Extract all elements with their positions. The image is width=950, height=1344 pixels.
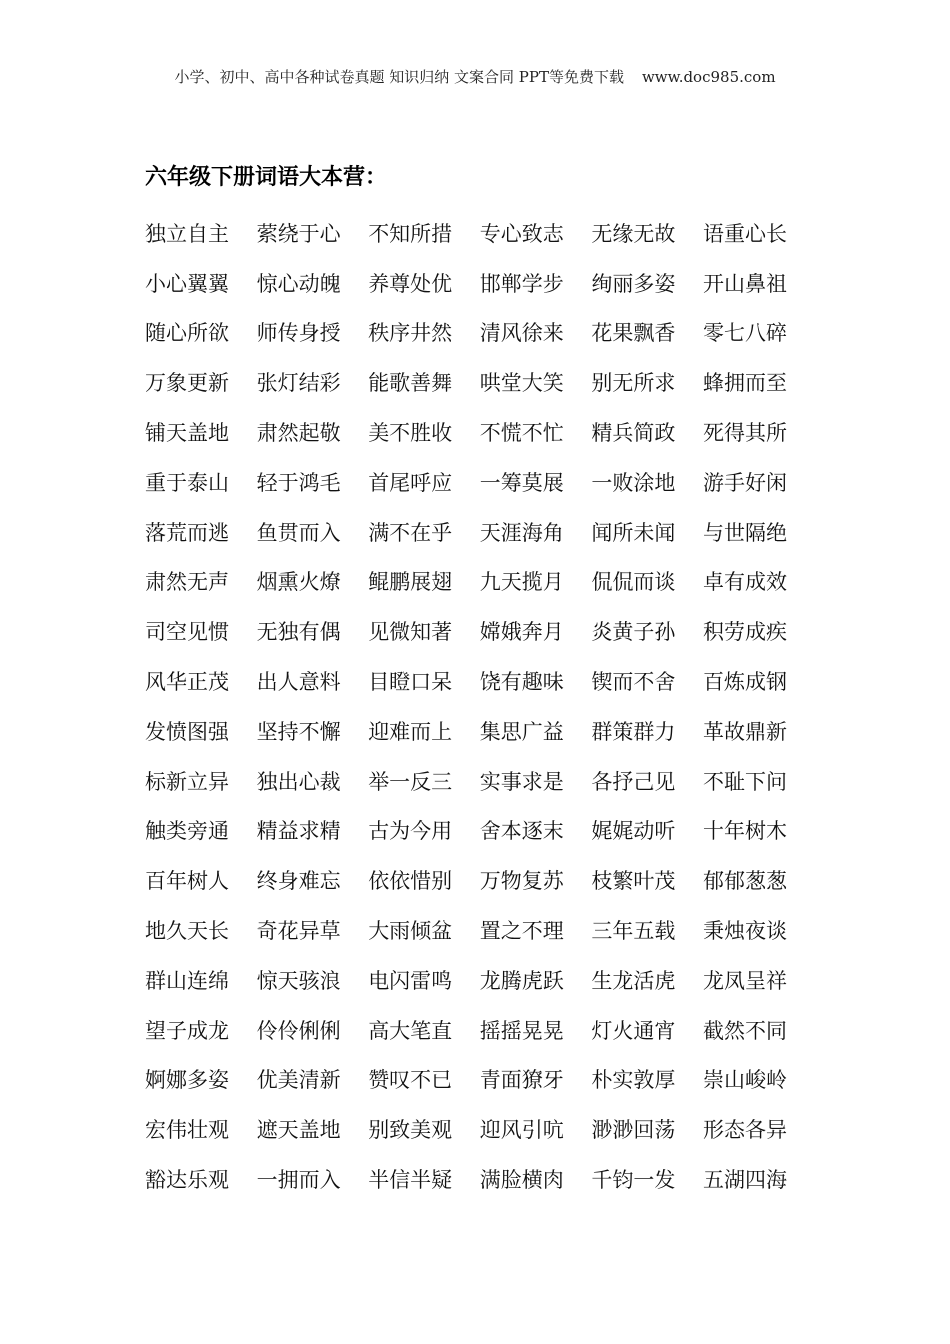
word-item: 天涯海角	[479, 520, 564, 545]
word-item: 优美清新	[256, 1068, 341, 1093]
word-item: 饶有趣味	[479, 670, 564, 695]
word-item: 青面獠牙	[479, 1068, 564, 1093]
word-item: 形态各异	[702, 1118, 787, 1143]
word-item: 秉烛夜谈	[702, 919, 787, 944]
word-item: 美不胜收	[368, 421, 453, 446]
word-item: 侃侃而谈	[591, 570, 676, 595]
word-item: 张灯结彩	[256, 371, 341, 396]
word-item: 哄堂大笑	[479, 371, 564, 396]
word-item: 嫦娥奔月	[479, 620, 564, 645]
word-item: 十年树木	[702, 819, 787, 844]
word-item: 肃然起敬	[256, 421, 341, 446]
word-item: 置之不理	[479, 919, 564, 944]
word-item: 坚持不懈	[256, 719, 341, 744]
word-item: 朴实敦厚	[591, 1068, 676, 1093]
word-item: 风华正茂	[145, 670, 229, 695]
word-item: 精益求精	[256, 819, 341, 844]
word-grid	[145, 208, 815, 1204]
page-title: 六年级下册词语大本营：	[145, 164, 388, 190]
word-item: 一败涂地	[591, 470, 676, 495]
word-item: 出人意料	[256, 670, 341, 695]
word-item: 宏伟壮观	[145, 1118, 229, 1143]
word-item: 伶伶俐俐	[256, 1018, 341, 1043]
word-item: 万物复苏	[479, 869, 564, 894]
word-item: 龙凤呈祥	[702, 968, 787, 993]
word-item: 婀娜多姿	[145, 1068, 229, 1093]
word-item: 百炼成钢	[702, 670, 787, 695]
word-item: 迎风引吭	[479, 1118, 564, 1143]
word-row	[145, 706, 815, 756]
word-item: 终身难忘	[256, 869, 341, 894]
word-item: 死得其所	[702, 421, 787, 446]
word-item: 与世隔绝	[702, 520, 787, 545]
word-item: 积劳成疾	[702, 620, 787, 645]
word-item: 奇花异草	[256, 919, 341, 944]
word-item: 九天揽月	[479, 570, 564, 595]
word-item: 一拥而入	[256, 1168, 341, 1193]
word-item: 养尊处优	[368, 271, 453, 296]
word-item: 五湖四海	[702, 1168, 787, 1193]
word-item: 首尾呼应	[368, 470, 453, 495]
word-item: 娓娓动听	[591, 819, 676, 844]
word-item: 轻于鸿毛	[256, 470, 341, 495]
word-item: 触类旁通	[145, 819, 229, 844]
word-item: 鱼贯而入	[256, 520, 341, 545]
word-item: 一筹莫展	[479, 470, 564, 495]
word-row	[145, 855, 815, 905]
word-item: 独出心裁	[256, 769, 341, 794]
word-row	[145, 557, 815, 607]
word-item: 见微知著	[368, 620, 453, 645]
word-item: 赞叹不已	[368, 1068, 453, 1093]
word-row	[145, 507, 815, 557]
word-item: 随心所欲	[145, 321, 229, 346]
word-item: 重于泰山	[145, 470, 229, 495]
word-item: 半信半疑	[368, 1168, 453, 1193]
word-item: 铺天盖地	[145, 421, 229, 446]
word-item: 百年树人	[145, 869, 229, 894]
word-row	[145, 258, 815, 308]
header-text: 小学、初中、高中各种试卷真题 知识归纳 文案合同 PPT等免费下载	[174, 68, 624, 86]
word-item: 举一反三	[368, 769, 453, 794]
word-item: 不耻下问	[702, 769, 787, 794]
word-item: 望子成龙	[145, 1018, 229, 1043]
word-item: 别无所求	[591, 371, 676, 396]
word-item: 小心翼翼	[145, 271, 229, 296]
word-item: 革故鼎新	[702, 719, 787, 744]
word-item: 目瞪口呆	[368, 670, 453, 695]
word-item: 群山连绵	[145, 968, 229, 993]
word-item: 语重心长	[702, 221, 787, 246]
word-item: 鲲鹏展翅	[368, 570, 453, 595]
word-item: 崇山峻岭	[702, 1068, 787, 1093]
word-item: 邯郸学步	[479, 271, 564, 296]
word-item: 舍本逐末	[479, 819, 564, 844]
word-item: 依依惜别	[368, 869, 453, 894]
word-row	[145, 1005, 815, 1055]
page-header	[0, 66, 950, 87]
word-item: 发愤图强	[145, 719, 229, 744]
word-item: 师传身授	[256, 321, 341, 346]
word-item: 司空见惯	[145, 620, 229, 645]
word-item: 满脸横肉	[479, 1168, 564, 1193]
word-item: 满不在乎	[368, 520, 453, 545]
word-item: 群策群力	[591, 719, 676, 744]
word-item: 专心致志	[479, 221, 564, 246]
word-item: 大雨倾盆	[368, 919, 453, 944]
header-site-link[interactable]: www.doc985.com	[641, 68, 776, 86]
word-row	[145, 955, 815, 1005]
word-item: 锲而不舍	[591, 670, 676, 695]
word-item: 电闪雷鸣	[368, 968, 453, 993]
word-item: 千钧一发	[591, 1168, 676, 1193]
word-row	[145, 656, 815, 706]
word-item: 绚丽多姿	[591, 271, 676, 296]
word-item: 枝繁叶茂	[591, 869, 676, 894]
word-row	[145, 308, 815, 358]
word-item: 开山鼻祖	[702, 271, 787, 296]
word-item: 灯火通宵	[591, 1018, 676, 1043]
word-item: 游手好闲	[702, 470, 787, 495]
word-item: 炎黄子孙	[591, 620, 676, 645]
word-row	[145, 357, 815, 407]
word-item: 秩序井然	[368, 321, 453, 346]
word-row	[145, 1055, 815, 1105]
word-item: 无缘无故	[591, 221, 676, 246]
word-item: 落荒而逃	[145, 520, 229, 545]
word-item: 零七八碎	[702, 321, 787, 346]
word-item: 郁郁葱葱	[702, 869, 787, 894]
word-row	[145, 756, 815, 806]
word-item: 迎难而上	[368, 719, 453, 744]
word-item: 摇摇晃晃	[479, 1018, 564, 1043]
word-item: 三年五载	[591, 919, 676, 944]
word-item: 标新立异	[145, 769, 229, 794]
word-item: 截然不同	[702, 1018, 787, 1043]
word-item: 龙腾虎跃	[479, 968, 564, 993]
word-item: 高大笔直	[368, 1018, 453, 1043]
word-row	[145, 806, 815, 856]
word-item: 惊天骇浪	[256, 968, 341, 993]
word-item: 万象更新	[145, 371, 229, 396]
word-item: 闻所未闻	[591, 520, 676, 545]
word-item: 清风徐来	[479, 321, 564, 346]
word-row	[145, 208, 815, 258]
word-item: 独立自主	[145, 221, 229, 246]
word-item: 不慌不忙	[479, 421, 564, 446]
word-item: 肃然无声	[145, 570, 229, 595]
word-item: 实事求是	[479, 769, 564, 794]
word-row	[145, 1104, 815, 1154]
word-item: 无独有偶	[256, 620, 341, 645]
word-item: 各抒己见	[591, 769, 676, 794]
word-item: 地久天长	[145, 919, 229, 944]
word-item: 烟熏火燎	[256, 570, 341, 595]
word-item: 萦绕于心	[256, 221, 341, 246]
word-row	[145, 457, 815, 507]
word-item: 遮天盖地	[256, 1118, 341, 1143]
word-item: 生龙活虎	[591, 968, 676, 993]
word-item: 集思广益	[479, 719, 564, 744]
word-item: 卓有成效	[702, 570, 787, 595]
word-item: 古为今用	[368, 819, 453, 844]
word-row	[145, 407, 815, 457]
word-item: 别致美观	[368, 1118, 453, 1143]
word-item: 渺渺回荡	[591, 1118, 676, 1143]
word-row	[145, 606, 815, 656]
word-item: 花果飘香	[591, 321, 676, 346]
word-item: 豁达乐观	[145, 1168, 229, 1193]
word-item: 能歌善舞	[368, 371, 453, 396]
word-item: 蜂拥而至	[702, 371, 787, 396]
word-row	[145, 1154, 815, 1204]
word-item: 精兵简政	[591, 421, 676, 446]
word-item: 惊心动魄	[256, 271, 341, 296]
word-item: 不知所措	[368, 221, 453, 246]
word-row	[145, 905, 815, 955]
